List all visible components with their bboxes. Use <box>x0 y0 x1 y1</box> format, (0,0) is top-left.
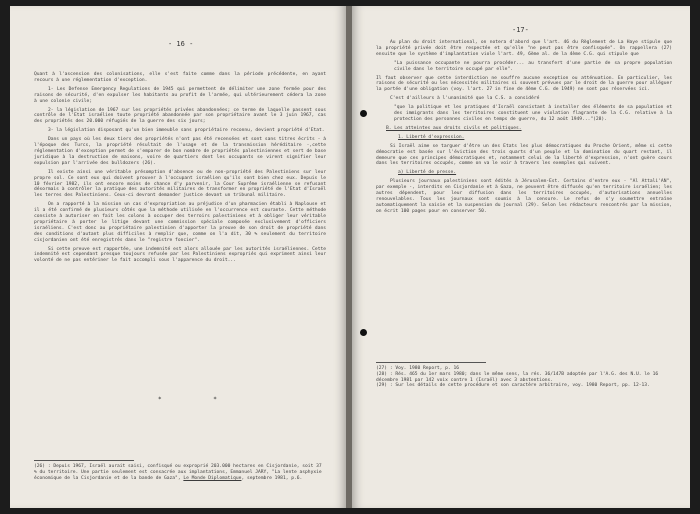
right-body <box>376 40 672 218</box>
paragraph: 2- la législation de 1967 sur les propriétés privées abandonnées; ce terme de laquelle passent sous contrôle de l'Etat israélien toute propriété abandonnée par son propriétaire avant le 3 juin 1967, cas des propriétés des 20.000 réfugiés de la guerre des six jours; <box>34 107 326 125</box>
binder-hole-bottom <box>360 329 367 336</box>
page-number-left: - 16 - <box>168 40 194 48</box>
paragraph: Il existe ainsi une véritable présomption d'absence ou de non-propriété des Palestiniens sur leur propre sol. Ce sont eux qui doivent prouver à l'occupant israélien qu'ils sont bien chez eux. Depuis le 10 février 1982, ils ont encore moins de chance d'y parvenir, la Cour Suprême israélienne se refusant désormais à contrôler la pratique des autorités militaires de transformer en propriété de l'Etat d'Israël les terres des Palestiniens. Ceux-ci devront demander justice devant un tribunal militaire. <box>34 169 326 199</box>
footnote-26 <box>34 464 326 481</box>
section-heading-1: 1. Liberté d'expression. <box>398 134 465 140</box>
paragraph: 1- Les Defense Emergency Regulations de 1945 qui permettent de délimiter une zone fermée pour des raisons de sécurité, d'en expulser les habitants au profit de l'armée, qui ultérieurement cédera la zone à une colonie civile; <box>34 86 326 104</box>
left-body <box>34 72 326 267</box>
paragraph: Dans un pays où les deux tiers des propriétés n'ont pas été recensées et sont sans titres écrits - à l'époque des Turcs, la propriété résultait de l'usage et de la transmission héréditaire -,cette réglementation d'exception permet de s'emparer de bon nombre de propriétés palestiniennes et sert de base juridique à la destruction de maisons, voire de quartiers dont les occupants se virent signifier leur expulsion par l'arrivée des bulldozers (26). <box>34 137 326 166</box>
paragraph: Au plan du droit international, on notera d'abord que l'art. 46 du Règlement de La Haye stipule que la propriété privée doit être respectée et qu'elle "ne peut pas être confisquée". On rappellera (27) ensuite que le système d'implantation viole l'art. 49, 6ème al. de la 4ème C.G. qui stipule que <box>376 40 672 57</box>
left-page <box>10 6 346 508</box>
right-page <box>352 6 690 508</box>
paragraph: Si Israël aime se targuer d'être un des Etats les plus démocratiques du Proche Orient, même si cette démocratie est basée sur l'éviction des trois quarts d'un peuple et la domination du quart restant, il demeure que ces principes démocratiques et, notamment celui de la liberté d'expression, n'ont guère cours dans les territoires occupés, comme on va le voir à travers les exemples qui suivent. <box>376 143 672 167</box>
footnote-27: (27) : Voy. 1980 Report, p. 16 <box>376 366 459 371</box>
page-number-right: -17- <box>512 26 529 34</box>
publication-title: Le Monde Diplomatique <box>183 475 242 481</box>
quotation: "La puissance occupante ne pourra procéder... au transfert d'une partie de sa propre population civile dans le territoire occupé par elle". <box>394 60 672 72</box>
paragraph: C'est d'ailleurs à l'unanimité que la C.S. a considéré <box>390 96 540 102</box>
book-spread <box>10 6 690 508</box>
section-separator: * * <box>158 396 241 403</box>
paragraph: On a rapporté à la mission un cas d'expropriation au préjudice d'un pharmacien établi à Naplouse et il a été confirmé de plusieurs côtés que la méthode utilisée en l'occurrence est courante. Cette méthode consiste à autoriser en fait les colons à occuper des terroirs palestiniens et à obliger leur véritable propriétaire à porter le litige devant une commission spéciale composée exclusivement d'officiers israéliens. C'est donc au propriétaire palestinien d'apporter la preuve de son droit de propriété dans des conditions d'autant plus difficiles à remplir que, comme on l'a dit, 30 % seulement du territoire cisjordanien ont été enregistrés dans le "registre foncier". <box>34 202 326 243</box>
footnote-28: (28) : Rés. 465 du 1er mars 1980; dans le même sens, la rés. 36/147B adoptée par l'A.G. des N.U. le 16 décembre 1981 par 142 voix contre 1 (Israël) avec 3 abstentions. <box>376 371 659 383</box>
binder-hole-top <box>360 110 367 117</box>
right-footnotes <box>376 366 672 389</box>
paragraph: Si cette preuve est rapportée, une indemnité est alors allouée par les autorités israéliennes. Cette indemnité est cependant presque toujours refusée par les Palestiniens expropriés qui expriment ainsi leur volonté de ne pas entériner le fait accompli sous l'apparence du droit... <box>34 246 326 264</box>
paragraph: 3- la législation disposant qu'un bien immeuble sans propriétaire reconnu, devient propriété d'Etat. <box>48 128 325 134</box>
paragraph: Plusieurs journaux palestiniens sont édités à Jérusalem-Est. Certains d'entre eux - "Al Attali'AN", par exemple -, interdits en Cisjordanie et à Gaza, ne peuvent être diffusés qu'en territoire israélien; les autres dépendent, pour leur diffusion dans les territoires occupés, d'autorisations annuelles renouvelables. Tous les journaux sont soumis à la censure. Le refus de s'y soumettre entraîne automatiquement la saisie et la suspension du journal (29). Selon les rédacteurs rencontrés par la mission, on écrit 100 pages pour en conserver 50. <box>376 179 672 214</box>
quotation: "que la politique et les pratiques d'Israël consistant à installer des éléments de sa population et des immigrants dans les territoires constituent une violation flagrante de la C.G. relative à la protection des personnes civiles en temps de guerre, du 12 août 1949..."(28). <box>394 105 672 122</box>
section-heading-b: B. Les atteintes aux droits civils et politiques. <box>386 125 522 131</box>
footnote-29: (29) : Sur les détails de cette procédure et son caractère arbitraire, voy. 1980 Report, pp. 12-13. <box>376 383 650 389</box>
footnote-text: (26) : Depuis 1967, Israël aurait saisi, confisqué ou exproprié 203.000 hectares en Cisjordanie, soit 37 % du territoire. Une partie seulement est consacrée aux implantations, Emmanuel JARY, "La lente asphyxie économique de la Cisjordanie et de la bande de Gaza", Le Monde Diplomatique, septembre 1981, p.6. <box>34 464 322 481</box>
paragraph: Quant à l'ascension des colonisations, elle s'est faite comme dans la période précédente, en ayant recours à une réglementation d'exception. <box>34 72 326 83</box>
footnote-rule <box>376 362 486 363</box>
section-heading-a: a) Liberté de presse. <box>398 170 457 176</box>
footnote-rule <box>34 460 134 461</box>
paragraph: Il faut observer que cette interdiction ne souffre aucune exception ou atténuation. En particulier, les raisons de sécurité ou les nécessités militaires si souvent prévues par le droit de la guerre pour alléguer la portée d'une obligation (voy. l'art. 27 in fine de 4ème C.G. de 1949) ne sont pas réservées ici. <box>376 75 672 93</box>
